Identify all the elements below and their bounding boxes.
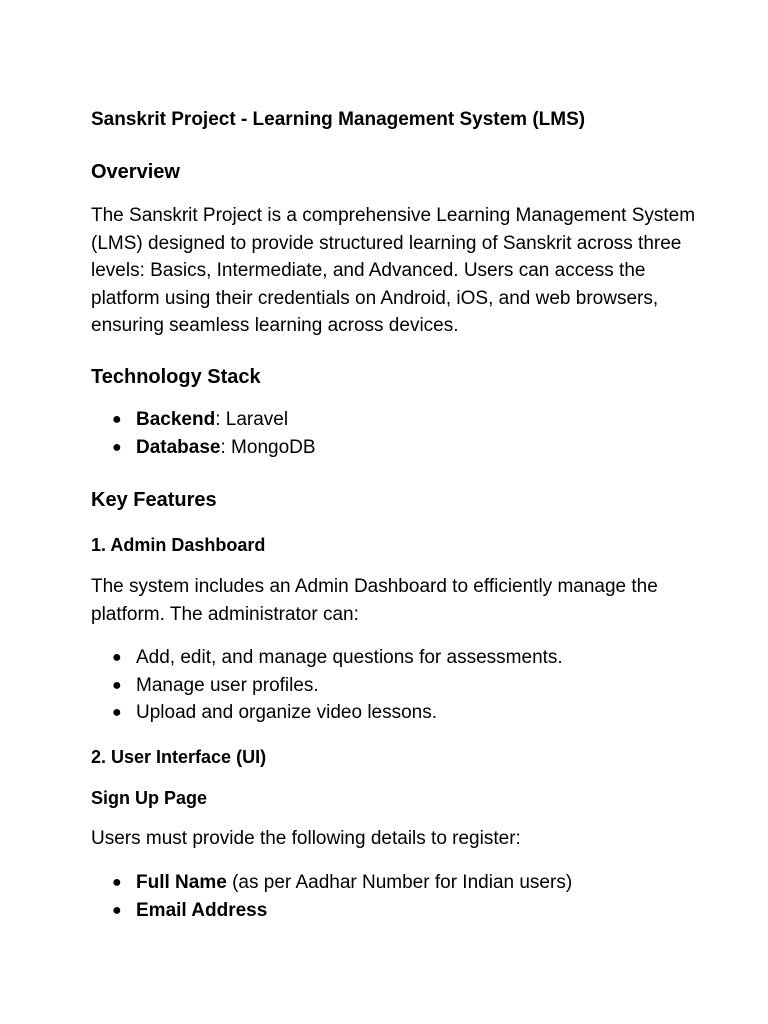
signup-field-note: (as per Aadhar Number for Indian users) — [226, 872, 573, 893]
bullet-icon: ● — [112, 874, 122, 891]
user-interface-heading: 2. User Interface (UI) — [91, 747, 267, 767]
admin-capabilities-list — [91, 644, 563, 727]
key-features-heading: Key Features — [91, 489, 217, 511]
list-item — [91, 897, 572, 925]
list-item — [91, 434, 316, 462]
admin-capability-text: Upload and organize video lessons. — [136, 702, 438, 723]
tech-stack-heading: Technology Stack — [91, 366, 261, 388]
admin-capability-text: Manage user profiles. — [136, 674, 319, 696]
overview-heading: Overview — [91, 161, 180, 183]
tech-stack-list — [91, 406, 316, 461]
list-item — [91, 644, 563, 672]
list-item — [91, 869, 572, 897]
bullet-icon: ● — [112, 411, 122, 428]
bullet-icon: ● — [112, 901, 122, 919]
list-item — [91, 672, 563, 700]
document-title: Sanskrit Project - Learning Management System (LMS) — [91, 109, 586, 130]
tech-item-value: : Laravel — [215, 409, 289, 430]
signup-page-heading: Sign Up Page — [91, 788, 208, 808]
signup-fields-list — [91, 869, 572, 924]
tech-item-label: Backend — [136, 409, 216, 430]
signup-paragraph: Users must provide the following details to register: — [91, 828, 521, 849]
bullet-icon: ● — [112, 676, 122, 694]
signup-field-label: Full Name — [136, 872, 227, 893]
overview-paragraph: The Sanskrit Project is a comprehensive Learning Management System (LMS) designed to provide structured learning of Sanskrit across three levels: Basics, Intermediate, and Advanced. Users can access the platform using their credentials on Android, iOS, and web browsers, ensuring seamless learning across devices. — [91, 205, 696, 336]
signup-field-label: Email Address — [136, 899, 268, 921]
admin-capability-text: Add, edit, and manage questions for assessments. — [136, 647, 563, 668]
list-item — [91, 699, 563, 727]
admin-dashboard-heading: 1. Admin Dashboard — [91, 535, 266, 555]
tech-item-label: Database — [136, 436, 221, 458]
admin-dashboard-paragraph: The system includes an Admin Dashboard to efficiently manage the platform. The administrator can: — [91, 576, 658, 625]
bullet-icon: ● — [112, 704, 122, 721]
tech-item-value: : MongoDB — [220, 436, 316, 458]
bullet-icon: ● — [112, 649, 122, 666]
bullet-icon: ● — [112, 438, 122, 456]
list-item — [91, 406, 316, 434]
